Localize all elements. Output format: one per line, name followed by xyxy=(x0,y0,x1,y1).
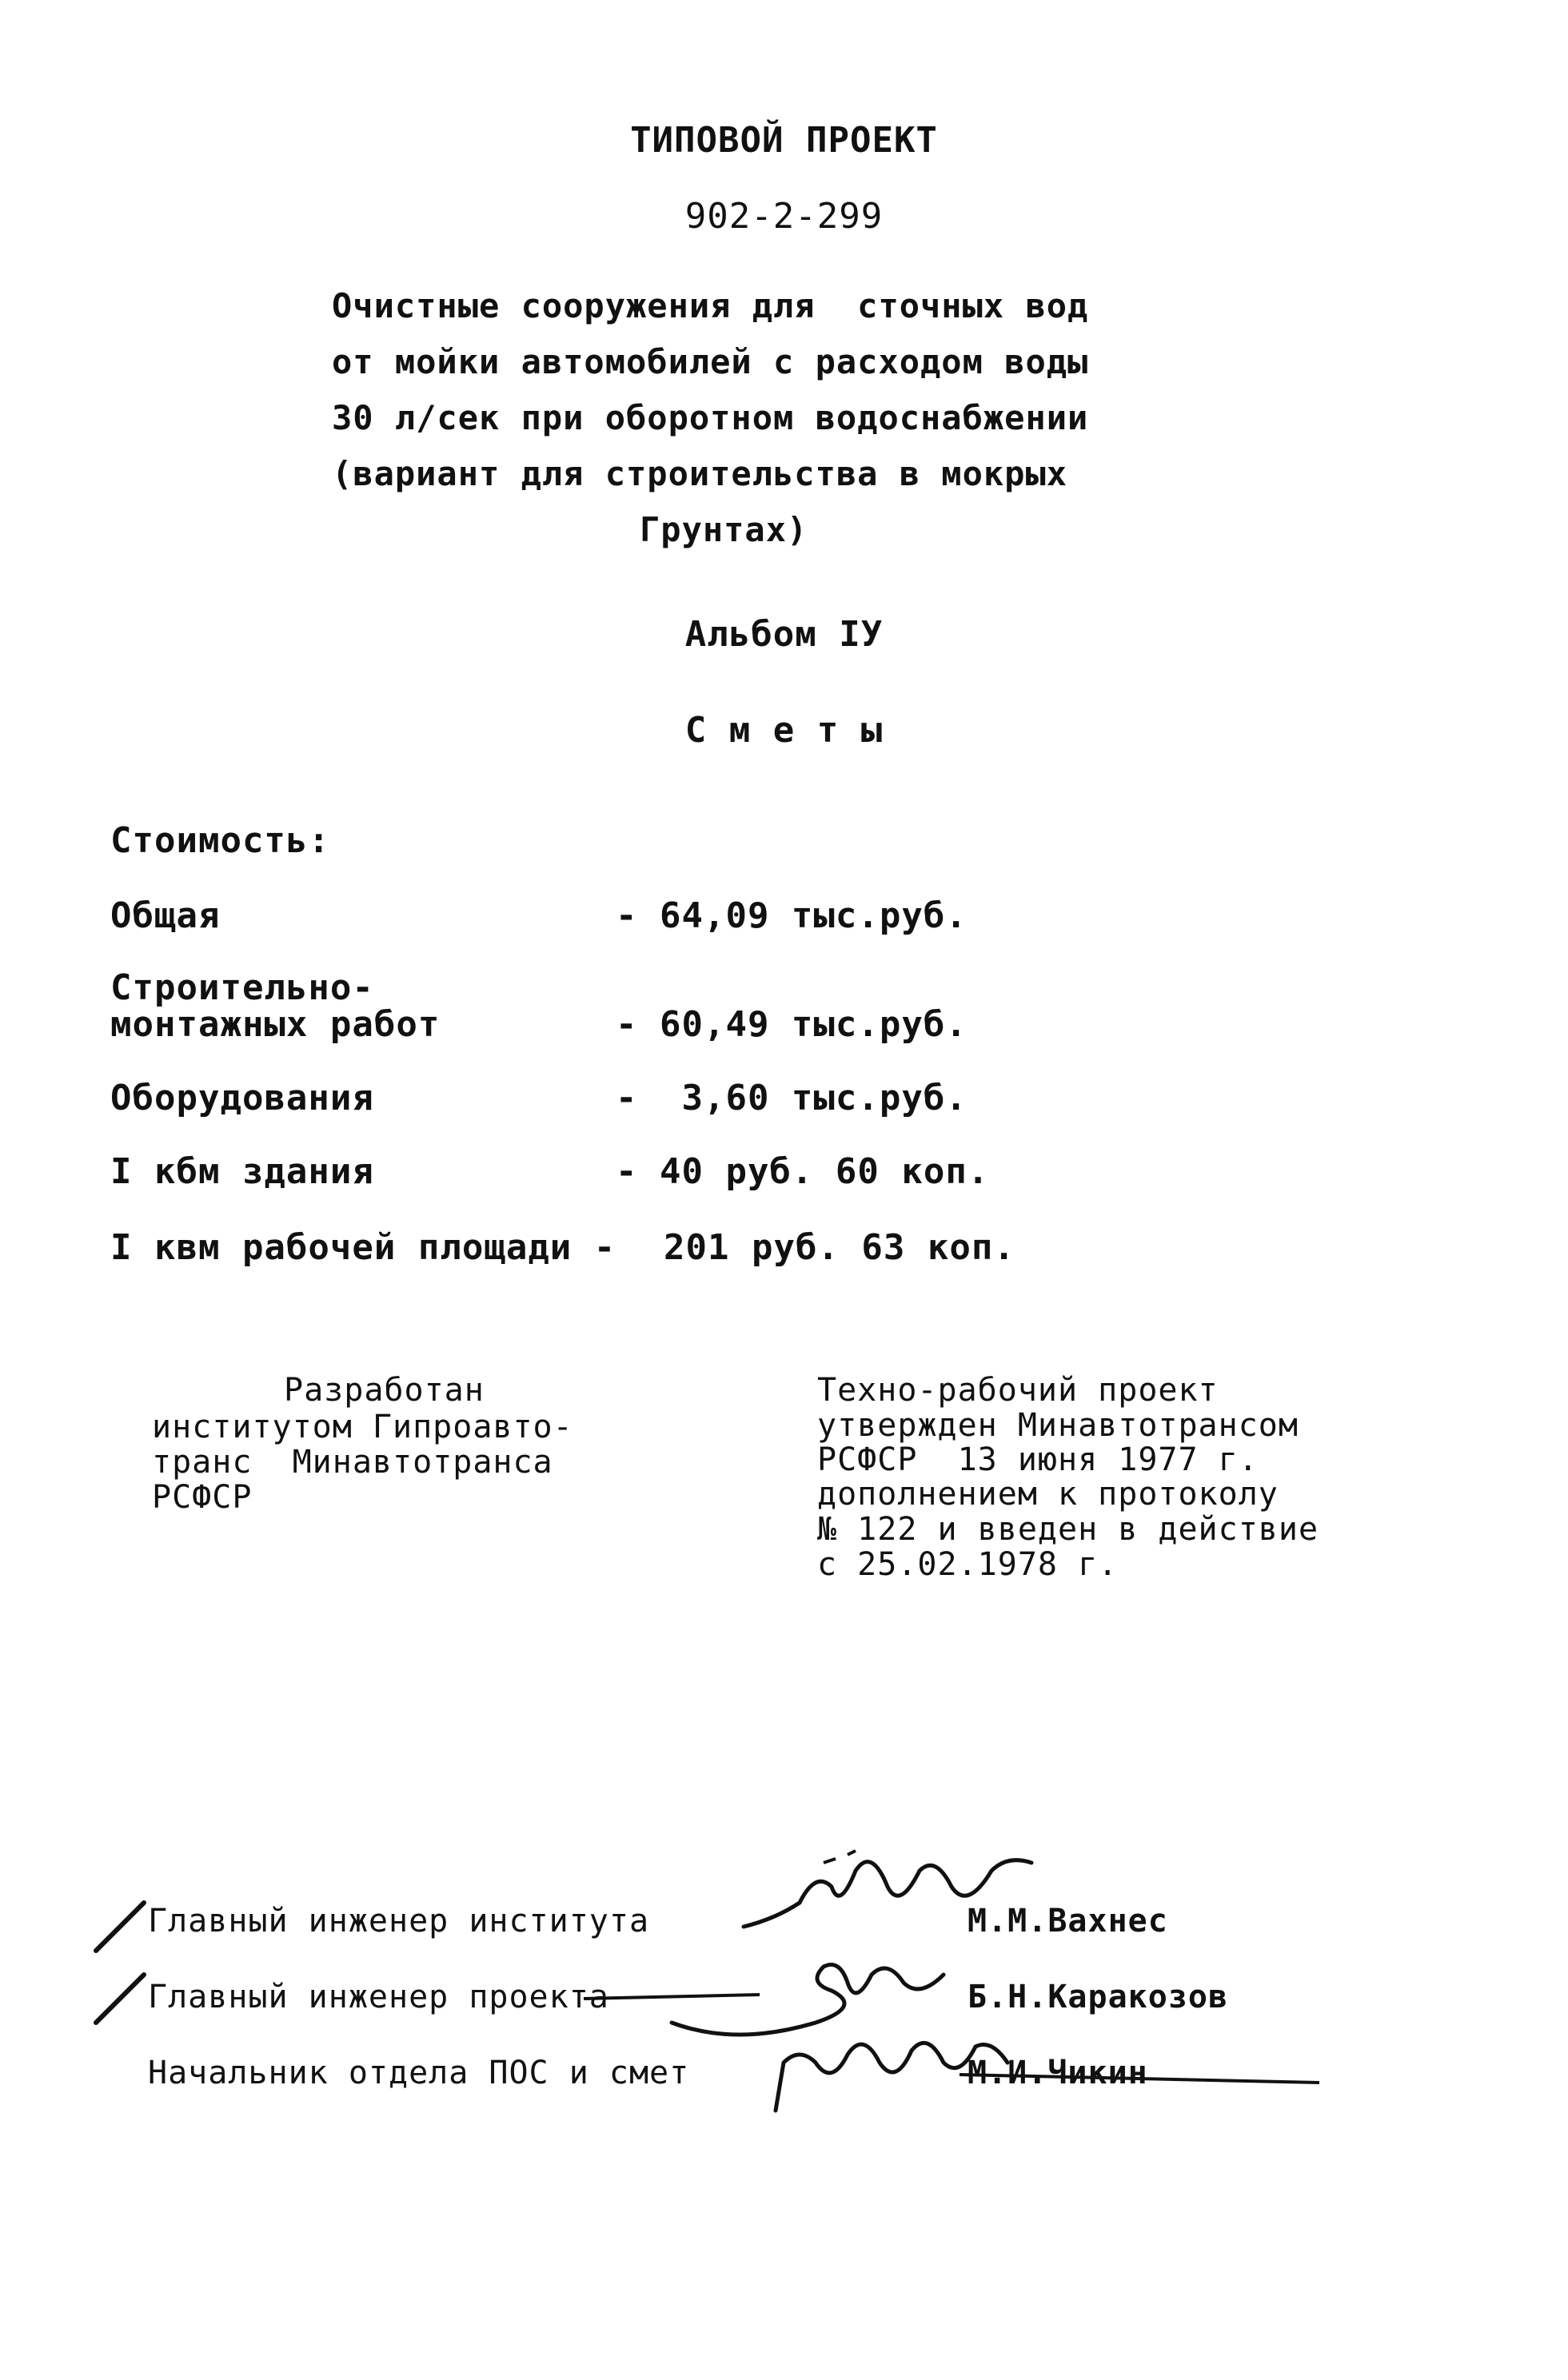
cost-label: I кбм здания xyxy=(110,1151,374,1192)
title-line: 30 л/сек при оборотном водоснабжении xyxy=(332,398,1089,437)
cost-heading: Стоимость: xyxy=(110,820,330,861)
developer-line: транс Минавтотранса xyxy=(152,1444,553,1481)
developer-line: РСФСР xyxy=(152,1479,253,1516)
signature-name: М.И.Чикин xyxy=(968,2055,1148,2091)
section-label: С м е т ы xyxy=(684,710,884,751)
approval-line: с 25.02.1978 г. xyxy=(817,1546,1119,1583)
cost-value: - 64,09 тыс.руб. xyxy=(616,895,968,936)
title-line: Грунтах) xyxy=(640,510,808,549)
doc-number: 902-2-299 xyxy=(684,196,884,237)
cost-label: Общая xyxy=(110,895,221,936)
approval-line: Техно-рабочий проект xyxy=(817,1372,1219,1409)
signature-position: Начальник отдела ПОС и смет xyxy=(148,2055,690,2091)
approval-line: № 122 и введен в действие xyxy=(817,1511,1319,1548)
cost-label: монтажных работ xyxy=(110,1004,441,1045)
title-line: от мойки автомобилей с расходом воды xyxy=(332,342,1089,381)
approval-line: РСФСР 13 июня 1977 г. xyxy=(817,1441,1259,1478)
handwritten-signature xyxy=(576,1951,991,2055)
cost-value: - 3,60 тыс.руб. xyxy=(616,1078,968,1118)
cost-label: Оборудования xyxy=(110,1078,374,1118)
signature-position: Главный инженер института xyxy=(148,1903,650,1939)
doc-type: ТИПОВОЙ ПРОЕКТ xyxy=(630,120,938,161)
cost-value: 201 руб. 63 коп. xyxy=(664,1227,1015,1268)
cost-label: I квм рабочей площади - xyxy=(110,1227,616,1268)
developer-line: Разработан xyxy=(284,1372,485,1409)
album-label: Альбом IУ xyxy=(684,614,884,655)
developer-line: институтом Гипроавто- xyxy=(152,1409,573,1445)
check-mark-icon xyxy=(88,1967,152,2031)
signature-position: Главный инженер проекта xyxy=(148,1979,609,2015)
cost-value: - 40 руб. 60 коп. xyxy=(616,1151,990,1192)
title-line: Очистные сооружения для сточных вод xyxy=(332,286,1089,325)
cost-label: Строительно- xyxy=(110,967,374,1008)
title-line: (вариант для строительства в мокрых xyxy=(332,454,1068,493)
signature-name: Б.Н.Каракозов xyxy=(968,1979,1229,2015)
approval-line: утвержден Минавтотрансом xyxy=(817,1407,1299,1444)
check-mark-icon xyxy=(88,1895,152,1959)
cost-value: - 60,49 тыс.руб. xyxy=(616,1004,968,1045)
signature-name: М.М.Вахнес xyxy=(968,1903,1168,1939)
approval-line: дополнением к протоколу xyxy=(817,1476,1279,1513)
